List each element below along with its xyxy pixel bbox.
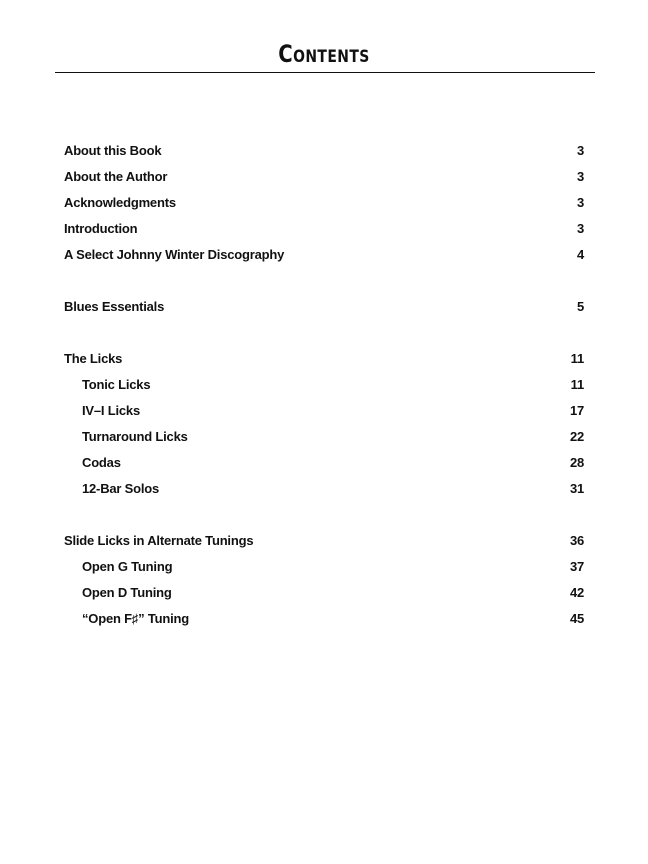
toc-entry-page: 42: [569, 585, 584, 600]
toc-entry-label: Turnaround Licks: [82, 429, 188, 444]
toc-entry-page: 37: [569, 559, 584, 574]
page-title: Contents: [278, 40, 370, 68]
toc-entry-discography[interactable]: [64, 247, 584, 273]
toc-entry-12-bar-solos[interactable]: [64, 481, 584, 507]
toc-entry-label: “Open F♯” Tuning: [82, 611, 190, 626]
toc-entry-label: The Licks: [64, 351, 123, 366]
section-gap: [64, 273, 584, 299]
toc-entry-page: 45: [569, 611, 584, 626]
toc-entry-about-the-author[interactable]: [64, 169, 584, 195]
toc-entry-page: 22: [569, 429, 584, 444]
toc-entry-label: About the Author: [64, 169, 168, 184]
toc-entry-blues-essentials[interactable]: [64, 299, 584, 325]
toc-entry-label: Open D Tuning: [82, 585, 172, 600]
title-divider: [55, 72, 595, 73]
toc-entry-label: Blues Essentials: [64, 299, 165, 314]
toc-entry-page: 11: [570, 351, 584, 366]
toc-entry-the-licks[interactable]: [64, 351, 584, 377]
toc-entry-slide-licks[interactable]: [64, 533, 584, 559]
toc-entry-page: 3: [576, 143, 584, 158]
toc-entry-open-d-tuning[interactable]: [64, 585, 584, 611]
toc-entry-acknowledgments[interactable]: [64, 195, 584, 221]
toc-entry-open-g-tuning[interactable]: [64, 559, 584, 585]
toc-entry-label: Slide Licks in Alternate Tunings: [64, 533, 254, 548]
toc-entry-label: Tonic Licks: [82, 377, 151, 392]
toc-entry-codas[interactable]: [64, 455, 584, 481]
toc-entry-page: 11: [570, 377, 584, 392]
toc-entry-page: 17: [569, 403, 584, 418]
toc-entry-label: IV–I Licks: [82, 403, 140, 418]
toc-entry-label: A Select Johnny Winter Discography: [64, 247, 285, 262]
toc-entry-label: Introduction: [64, 221, 138, 236]
section-gap: [64, 507, 584, 533]
toc-entry-label: Open G Tuning: [82, 559, 173, 574]
toc-entry-label: 12-Bar Solos: [82, 481, 160, 496]
toc-entry-iv-i-licks[interactable]: [64, 403, 584, 429]
toc-entry-page: 5: [576, 299, 584, 314]
section-gap: [64, 325, 584, 351]
table-of-contents: [64, 143, 584, 637]
toc-entry-label: Codas: [82, 455, 121, 470]
toc-entry-page: 4: [576, 247, 584, 262]
toc-entry-label: About this Book: [64, 143, 162, 158]
toc-entry-open-f-sharp-tuning[interactable]: [64, 611, 584, 637]
toc-entry-page: 36: [569, 533, 584, 548]
toc-entry-page: 28: [569, 455, 584, 470]
toc-entry-page: 3: [576, 195, 584, 210]
toc-entry-introduction[interactable]: [64, 221, 584, 247]
toc-entry-about-this-book[interactable]: [64, 143, 584, 169]
toc-entry-page: 3: [576, 221, 584, 236]
toc-entry-page: 3: [576, 169, 584, 184]
toc-entry-turnaround-licks[interactable]: [64, 429, 584, 455]
toc-entry-page: 31: [569, 481, 584, 496]
toc-entry-label: Acknowledgments: [64, 195, 176, 210]
toc-entry-tonic-licks[interactable]: [64, 377, 584, 403]
